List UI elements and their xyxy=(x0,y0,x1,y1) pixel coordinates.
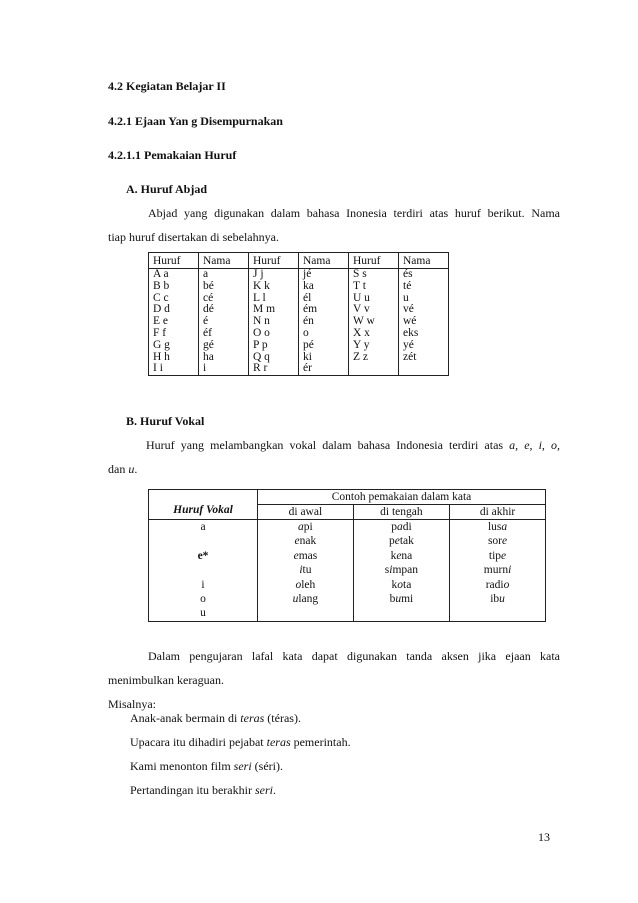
abjad-row xyxy=(149,328,449,340)
awal-word-rest: leh xyxy=(301,578,316,591)
tengah-word-post: ta xyxy=(403,578,412,591)
abjad-letter-cell: O o xyxy=(249,328,299,340)
example-text-end: (téras). xyxy=(264,711,301,725)
vokal-subheader-akhir: di akhir xyxy=(450,505,546,520)
abjad-name-cell: ér xyxy=(299,363,349,375)
abjad-row xyxy=(149,281,449,293)
abjad-name-cell: ka xyxy=(299,281,349,293)
abjad-name-cell: gé xyxy=(199,340,249,352)
abjad-name-cell: é xyxy=(199,316,249,328)
awal-word xyxy=(260,563,351,577)
akhir-word-vowel: a xyxy=(501,521,508,533)
vokal-letter-u: u xyxy=(128,462,135,476)
vokal-subheader-awal: di awal xyxy=(258,505,354,520)
awal-word xyxy=(260,534,351,548)
akhir-word xyxy=(452,520,543,534)
abjad-letter-cell: V v xyxy=(349,304,399,316)
abjad-letter-cell: T t xyxy=(349,281,399,293)
awal-word-rest: mas xyxy=(298,549,318,562)
abjad-intro xyxy=(108,201,560,249)
abjad-table xyxy=(148,252,449,376)
akhir-word-pre: radi xyxy=(485,578,504,591)
tengah-word xyxy=(356,578,447,592)
akhir-word xyxy=(452,534,543,548)
tengah-word-vowel: i xyxy=(389,564,393,577)
akhir-word xyxy=(452,592,543,606)
heading-4-2: 4.2 Kegiatan Belajar II xyxy=(108,79,226,93)
example-word: teras xyxy=(266,735,291,749)
abjad-letter-cell xyxy=(349,363,399,375)
abjad-letter-cell: B b xyxy=(149,281,199,293)
heading-4-2-1: 4.2.1 Ejaan Yan g Disempurnakan xyxy=(108,114,283,128)
tengah-word-post: di xyxy=(402,521,412,533)
misalnya-label: Misalnya: xyxy=(108,697,156,711)
awal-word-rest: pi xyxy=(303,521,313,533)
tengah-word-pre: b xyxy=(389,593,396,606)
awal-word-vowel: e xyxy=(293,549,299,562)
abjad-intro-line1: Abjad yang digunakan dalam bahasa Inonesia terdiri atas huruf berikut. Nama xyxy=(148,206,560,220)
abjad-name-cell: jé xyxy=(299,269,349,281)
abjad-name-cell xyxy=(399,363,449,375)
awal-word-vowel: u xyxy=(292,593,299,606)
abjad-header-cell: Nama xyxy=(199,253,249,269)
akhir-word-vowel: u xyxy=(499,593,505,606)
akhir-word xyxy=(452,578,543,592)
tengah-word-post: na xyxy=(401,549,413,562)
heading-4-2-1-1: 4.2.1.1 Pemakaian Huruf xyxy=(108,148,237,162)
abjad-letter-cell: Q q xyxy=(249,352,299,364)
abjad-letter-cell: G g xyxy=(149,340,199,352)
example-word: seri xyxy=(233,759,252,773)
abjad-name-cell: eks xyxy=(399,328,449,340)
tengah-word-pre: k xyxy=(391,578,398,591)
abjad-name-cell: éf xyxy=(199,328,249,340)
abjad-name-cell: ha xyxy=(199,352,249,364)
tengah-word-pre: k xyxy=(390,549,397,562)
akhir-word-vowel: o xyxy=(503,578,510,591)
example-sentence xyxy=(130,754,550,778)
abjad-header-cell: Huruf xyxy=(249,253,299,269)
tengah-word xyxy=(356,534,447,548)
vokal-subheader-tengah: di tengah xyxy=(353,505,449,520)
example-sentence xyxy=(130,706,550,730)
example-text-end: pemerintah. xyxy=(290,735,351,749)
abjad-name-cell: ém xyxy=(299,304,349,316)
vowel-item: i xyxy=(201,578,205,591)
abjad-letter-cell: F f xyxy=(149,328,199,340)
vowel-column xyxy=(149,520,258,622)
abjad-letter-cell: R r xyxy=(249,363,299,375)
abjad-letter-cell: K k xyxy=(249,281,299,293)
vowel-item: o xyxy=(200,592,206,605)
abjad-letter-cell: L l xyxy=(249,293,299,305)
abjad-name-cell: dé xyxy=(199,304,249,316)
abjad-name-cell: él xyxy=(299,293,349,305)
tengah-word xyxy=(356,549,447,563)
awal-word-vowel: e xyxy=(294,535,300,548)
example-text-end: (séri). xyxy=(251,759,283,773)
vowel-item: a xyxy=(200,521,206,533)
awal-word xyxy=(260,592,351,606)
abjad-name-cell: pé xyxy=(299,340,349,352)
akhir-word-pre: lus xyxy=(487,521,502,533)
abjad-letter-cell: W w xyxy=(349,316,399,328)
vowel-item xyxy=(151,563,255,577)
tengah-word-post: mpan xyxy=(392,564,419,577)
abjad-letter-cell: J j xyxy=(249,269,299,281)
abjad-intro-line2: tiap huruf disertakan di sebelahnya. xyxy=(108,230,279,244)
abjad-name-cell: ki xyxy=(299,352,349,364)
aksen-line1: Dalam pengujaran lafal kata dapat digunakan tanda aksen jika ejaan kata xyxy=(148,649,560,663)
abjad-row xyxy=(149,269,449,281)
tengah-word-vowel: e xyxy=(396,549,402,562)
vokal-header-left: Huruf Vokal xyxy=(149,490,258,520)
abjad-name-cell: té xyxy=(399,281,449,293)
vokal-intro-text: Huruf yang melambangkan vokal dalam bahasa Indonesia terdiri atas xyxy=(146,438,504,452)
akhir-word-pre: ib xyxy=(490,593,500,606)
abjad-letter-cell: I i xyxy=(149,363,199,375)
abjad-name-cell: o xyxy=(299,328,349,340)
awal-word-vowel: o xyxy=(295,578,302,591)
abjad-letter-cell: C c xyxy=(149,293,199,305)
abjad-header-cell: Huruf xyxy=(349,253,399,269)
vokal-intro-line1 xyxy=(108,433,560,457)
example-text-end: . xyxy=(272,783,276,797)
abjad-letter-cell: U u xyxy=(349,293,399,305)
abjad-name-cell: zét xyxy=(399,352,449,364)
tengah-word-post: mi xyxy=(401,593,414,606)
aksen-line2: menimbulkan keraguan. xyxy=(108,673,224,687)
abjad-name-cell: vé xyxy=(399,304,449,316)
abjad-name-cell: i xyxy=(199,363,249,375)
awal-word-rest: nak xyxy=(299,535,317,548)
abjad-header-cell: Nama xyxy=(299,253,349,269)
abjad-row xyxy=(149,340,449,352)
tengah-word-pre: p xyxy=(388,535,395,548)
awal-word xyxy=(260,578,351,592)
abjad-name-cell: én xyxy=(299,316,349,328)
akhir-word xyxy=(452,549,543,563)
example-sentence xyxy=(130,730,550,754)
vokal-table xyxy=(148,489,546,622)
awal-word xyxy=(260,549,351,563)
akhir-word-pre: murn xyxy=(483,564,509,577)
abjad-row xyxy=(149,352,449,364)
abjad-letter-cell: S s xyxy=(349,269,399,281)
vokal-header-group: Contoh pemakaian dalam kata xyxy=(258,490,546,505)
awal-word-rest: lang xyxy=(298,593,319,606)
vowel-item: e* xyxy=(197,549,209,562)
vokal-intro-line2 xyxy=(108,457,560,481)
vowel-item: u xyxy=(200,607,206,620)
abjad-header-cell: Huruf xyxy=(149,253,199,269)
abjad-row xyxy=(149,363,449,375)
tengah-word-vowel: u xyxy=(395,593,402,606)
page-number: 13 xyxy=(538,830,550,844)
vokal-intro xyxy=(108,433,560,481)
abjad-letter-cell: X x xyxy=(349,328,399,340)
abjad-header-row xyxy=(149,253,449,269)
tengah-column xyxy=(353,520,449,622)
example-text: Anak-anak bermain di xyxy=(130,711,241,725)
tengah-word xyxy=(356,563,447,577)
examples-list xyxy=(130,706,550,802)
abjad-letter-cell: E e xyxy=(149,316,199,328)
tengah-word-vowel: o xyxy=(397,578,404,591)
akhir-word xyxy=(452,563,543,577)
tengah-word-pre: p xyxy=(391,521,397,533)
example-word: seri xyxy=(254,783,273,797)
example-text: Pertandingan itu berakhir xyxy=(130,783,255,797)
example-sentence xyxy=(130,778,550,802)
akhir-column xyxy=(450,520,546,622)
abjad-name-cell: yé xyxy=(399,340,449,352)
abjad-name-cell: u xyxy=(399,293,449,305)
abjad-letter-cell: P p xyxy=(249,340,299,352)
example-text: Kami menonton film xyxy=(130,759,234,773)
example-text: Upacara itu dihadiri pejabat xyxy=(130,735,267,749)
tengah-word-vowel: a xyxy=(396,521,403,533)
abjad-name-cell: wé xyxy=(399,316,449,328)
akhir-word-vowel: e xyxy=(502,535,508,548)
abjad-name-cell: és xyxy=(399,269,449,281)
awal-word-vowel: a xyxy=(298,521,304,533)
abjad-letter-cell: Z z xyxy=(349,352,399,364)
vokal-letters: a, e, i, o, xyxy=(509,438,560,452)
abjad-letter-cell: Y y xyxy=(349,340,399,352)
akhir-word-pre: sor xyxy=(487,535,503,548)
awal-word-vowel: i xyxy=(299,564,303,577)
awal-word-rest: tu xyxy=(302,564,312,577)
section-b-heading: B. Huruf Vokal xyxy=(126,414,205,428)
tengah-word xyxy=(356,520,447,534)
abjad-letter-cell: N n xyxy=(249,316,299,328)
awal-column xyxy=(258,520,354,622)
akhir-word-vowel: i xyxy=(508,564,512,577)
example-word: teras xyxy=(240,711,265,725)
section-a-heading: A. Huruf Abjad xyxy=(126,182,208,196)
vokal-dan: dan xyxy=(108,462,126,476)
abjad-letter-cell: M m xyxy=(249,304,299,316)
abjad-name-cell: bé xyxy=(199,281,249,293)
awal-word xyxy=(260,520,351,534)
abjad-letter-cell: A a xyxy=(149,269,199,281)
abjad-header-cell: Nama xyxy=(399,253,449,269)
akhir-word-pre: tip xyxy=(488,549,502,562)
tengah-word-pre: s xyxy=(384,564,390,577)
abjad-letter-cell: D d xyxy=(149,304,199,316)
abjad-name-cell: cé xyxy=(199,293,249,305)
abjad-name-cell: a xyxy=(199,269,249,281)
tengah-word-post: tak xyxy=(399,535,414,548)
vokal-period: . xyxy=(134,462,138,476)
tengah-word xyxy=(356,592,447,606)
vowel-item xyxy=(151,534,255,548)
tengah-word-vowel: e xyxy=(394,535,400,548)
akhir-word-vowel: e xyxy=(501,549,507,562)
abjad-letter-cell: H h xyxy=(149,352,199,364)
